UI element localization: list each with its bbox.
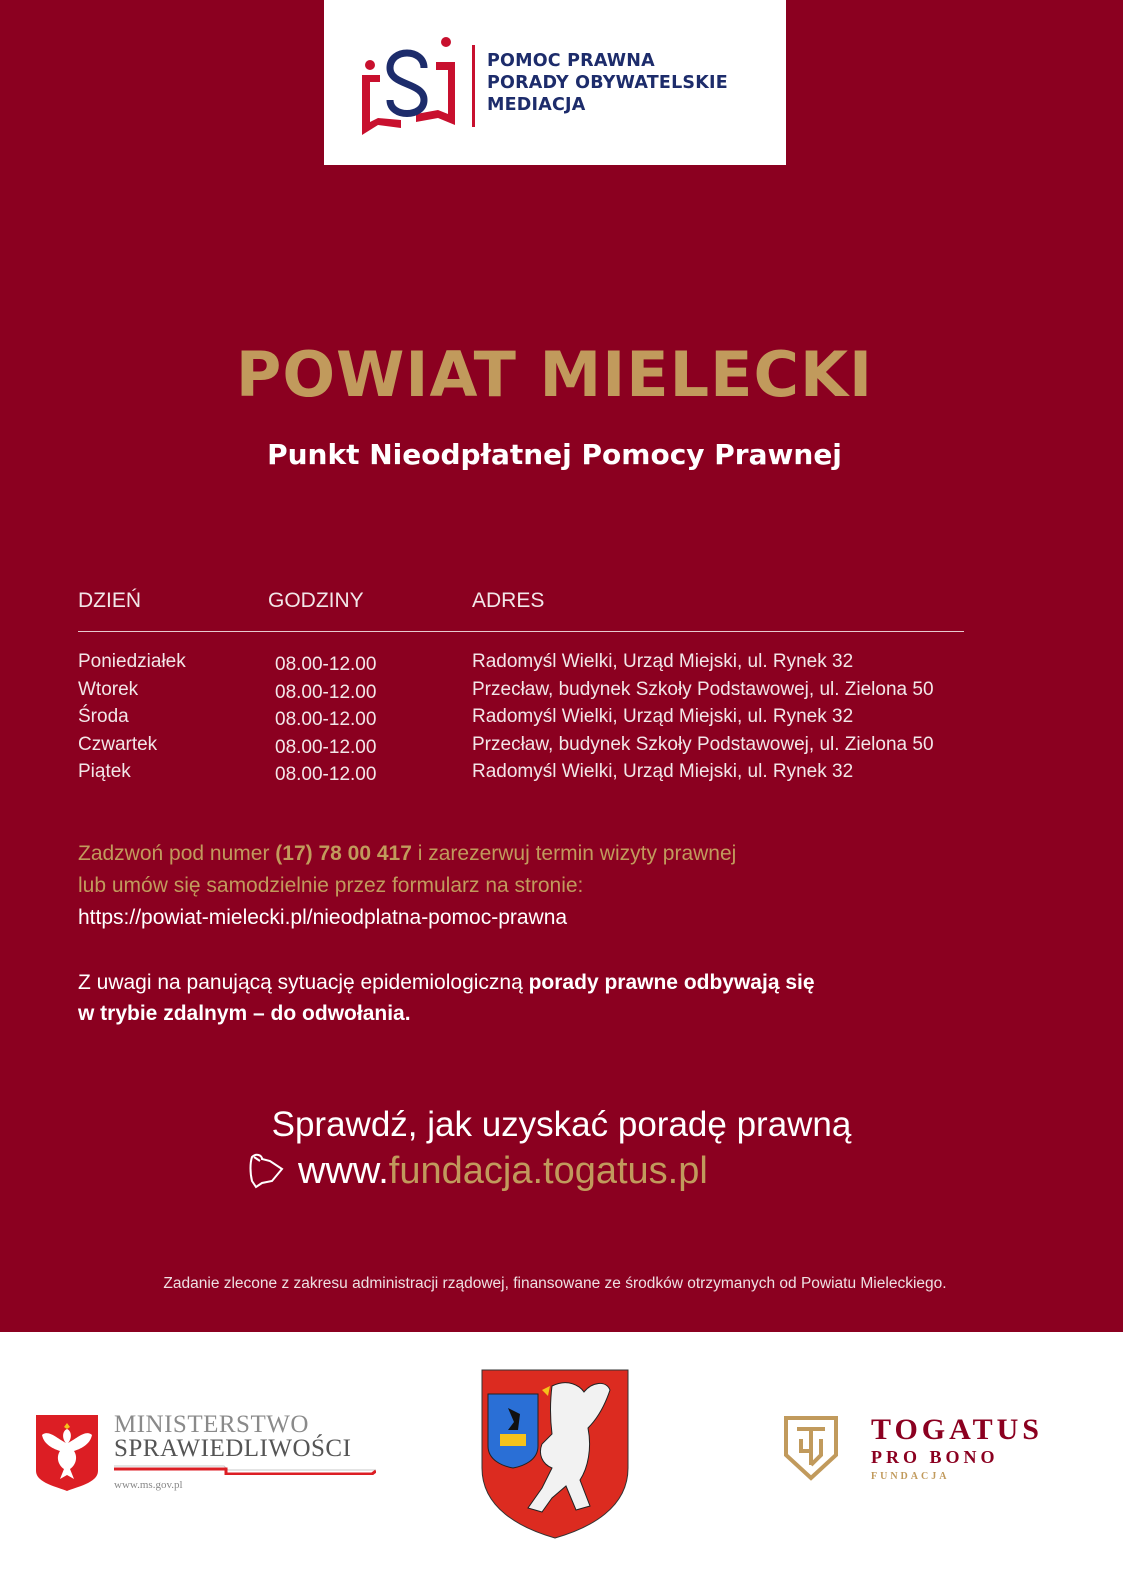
notice-bold-1: porady prawne odbywają się: [528, 971, 815, 994]
hours-cell: 08.00-12.00: [275, 682, 377, 703]
column-header-day: DZIEŃ: [78, 589, 141, 612]
hours-cell: 08.00-12.00: [275, 709, 377, 730]
contact-info: [78, 838, 736, 934]
address-cell: Przecław, budynek Szkoły Podstawowej, ul. Zielona 50: [472, 734, 934, 755]
contact-suffix: i zarezerwuj termin wizyty prawnej: [411, 842, 737, 865]
day-cell: Piątek: [78, 761, 131, 782]
ministry-logo: [36, 1413, 356, 1498]
address-cell: Przecław, budynek Szkoły Podstawowej, ul. Zielona 50: [472, 679, 934, 700]
ministry-name-line-2: SPRAWIEDLIWOŚCI: [114, 1435, 352, 1462]
column-header-address: ADRES: [472, 589, 545, 612]
ministry-ribbon: [114, 1465, 376, 1475]
paragraph-book-icon: [356, 30, 461, 135]
promo-link[interactable]: [248, 1150, 708, 1193]
logo-line-1: POMOC PRAWNA: [487, 51, 655, 71]
logo-line-3: MEDIACJA: [487, 95, 586, 115]
promo-heading: Sprawdź, jak uzyskać poradę prawną: [271, 1105, 852, 1144]
address-cell: Radomyśl Wielki, Urząd Miejski, ul. Rynek 32: [472, 651, 854, 672]
hours-cell: 08.00-12.00: [275, 654, 377, 675]
table-row: [0, 651, 1123, 679]
day-cell: Czwartek: [78, 734, 158, 755]
registration-link[interactable]: https://powiat-mielecki.pl/nieodplatna-pomoc-prawna: [78, 906, 568, 929]
day-cell: Środa: [78, 706, 129, 727]
hours-cell: 08.00-12.00: [275, 737, 377, 758]
logo-text: [487, 50, 728, 116]
coat-of-arms-icon: [480, 1368, 630, 1540]
address-cell: Radomyśl Wielki, Urząd Miejski, ul. Rynek 32: [472, 761, 854, 782]
table-row: [0, 679, 1123, 707]
pointing-hand-icon: [248, 1151, 288, 1189]
program-logo: [324, 0, 786, 165]
polish-eagle-icon: [36, 1415, 98, 1491]
togatus-logo: [783, 1413, 1083, 1483]
togatus-fundacja: FUNDACJA: [871, 1471, 950, 1482]
table-divider: [78, 631, 964, 632]
page-title: POWIAT MIELECKI: [235, 338, 874, 411]
logo-line-2: PORADY OBYWATELSKIE: [487, 73, 728, 93]
page-subtitle: Punkt Nieodpłatnej Pomocy Prawnej: [267, 438, 842, 471]
togatus-name: TOGATUS: [871, 1413, 1043, 1446]
address-cell: Radomyśl Wielki, Urząd Miejski, ul. Rynek 32: [472, 706, 854, 727]
funding-note: Zadanie zlecone z zakresu administracji rządowej, finansowane ze środków otrzymanych od Powiatu Mieleckiego.: [163, 1275, 947, 1292]
togatus-shield-icon: [783, 1415, 839, 1481]
togatus-pro-bono: PRO BONO: [871, 1447, 999, 1467]
table-row: [0, 761, 1123, 789]
contact-line-2: lub umów się samodzielnie przez formularz na stronie:: [78, 874, 584, 897]
column-header-hours: GODZINY: [268, 589, 364, 612]
table-row: [0, 706, 1123, 734]
hours-cell: 08.00-12.00: [275, 764, 377, 785]
notice-prefix: Z uwagi na panującą sytuację epidemiologiczną: [78, 971, 529, 994]
remote-notice: [78, 967, 978, 1029]
logo-divider: [472, 45, 475, 127]
ministry-url: www.ms.gov.pl: [114, 1479, 183, 1491]
day-cell: Poniedziałek: [78, 651, 186, 672]
phone-number[interactable]: (17) 78 00 417: [275, 842, 412, 865]
contact-prefix: Zadzwoń pod numer: [78, 842, 276, 865]
day-cell: Wtorek: [78, 679, 139, 700]
url-prefix: www.: [298, 1150, 389, 1192]
url-highlight: fundacja.togatus.pl: [388, 1150, 708, 1192]
table-row: [0, 734, 1123, 762]
notice-bold-2: w trybie zdalnym – do odwołania.: [78, 1002, 411, 1025]
ministry-name-line-1: MINISTERSTWO: [114, 1411, 309, 1438]
